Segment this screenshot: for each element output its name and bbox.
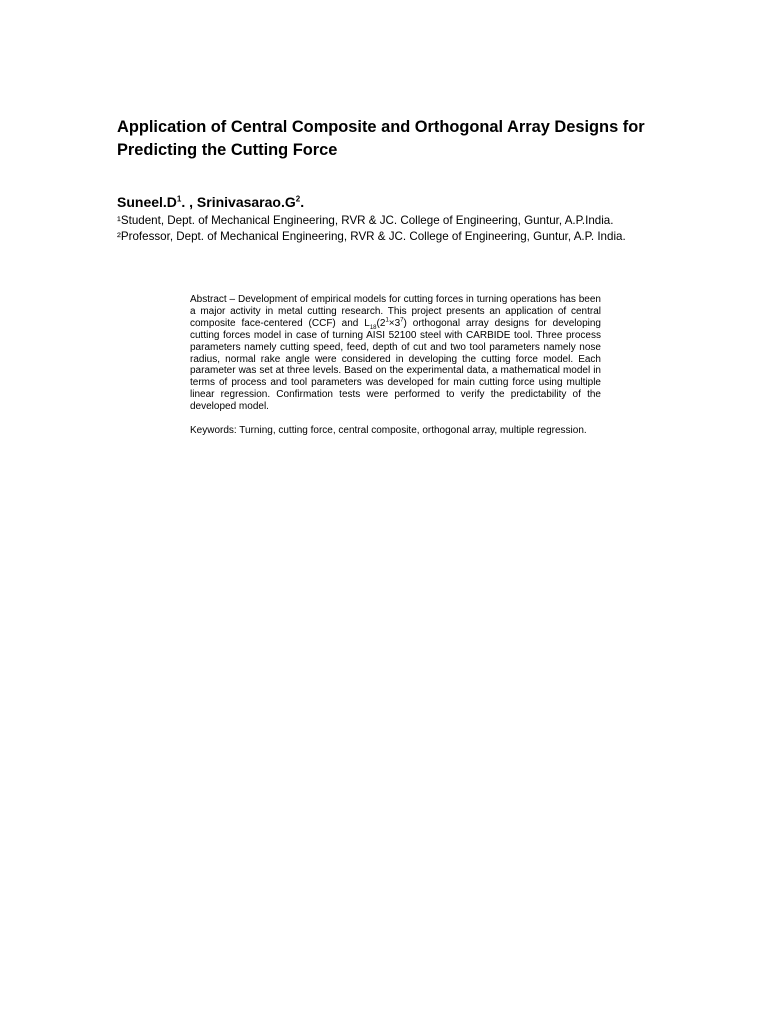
affiliation-1: ¹Student, Dept. of Mechanical Engineering, RVR & JC. College of Engineering, Guntur, A.P.India.: [117, 214, 614, 227]
author-line: [117, 192, 304, 212]
affiliations: [117, 213, 674, 245]
author-affiliation-mark: 2: [295, 194, 301, 204]
abstract-text: (2: [376, 317, 386, 329]
array-exponent: 7: [400, 317, 404, 324]
array-exponent: 1: [385, 317, 389, 324]
author-separator: .: [300, 194, 305, 210]
author-name: Suneel.D: [117, 194, 177, 210]
array-subscript: 18: [369, 324, 377, 331]
abstract-text: Abstract – Development of empirical models for cutting forces in turning operations has been a major activity in metal cutting research. This project presents an application of central composite face-centered (CCF) and L: [190, 294, 601, 329]
keywords-paragraph: Keywords: Turning, cutting force, central composite, orthogonal array, multiple regression.: [190, 425, 587, 437]
abstract-text: ) orthogonal array designs for developing cutting forces model in case of turning AISI 52100 steel with CARBIDE tool. Three process parameters namely cutting speed, feed, depth of cut and two tool parameters namely nose radius, normal rake angle were considered in developing the cutting force model. Each parameter was set at three levels. Based on the experimental data, a mathematical model in terms of process and tool parameters was developed for main cutting force using multiple linear regression. Confirmation tests were performed to verify the predictability of the developed model.: [190, 317, 601, 413]
abstract-text: ×3: [388, 317, 401, 329]
affiliation-2: ²Professor, Dept. of Mechanical Engineering, RVR & JC. College of Engineering, Guntur, A.P. India.: [117, 230, 626, 243]
abstract-paragraph: [190, 294, 601, 413]
paper-title: Application of Central Composite and Orthogonal Array Designs for Predicting the Cutting Force: [117, 118, 645, 159]
author-name: Srinivasarao.G: [196, 194, 296, 210]
abstract-section: [190, 294, 601, 437]
author-separator: . ,: [181, 194, 197, 210]
author-affiliation-mark: 1: [176, 194, 182, 204]
